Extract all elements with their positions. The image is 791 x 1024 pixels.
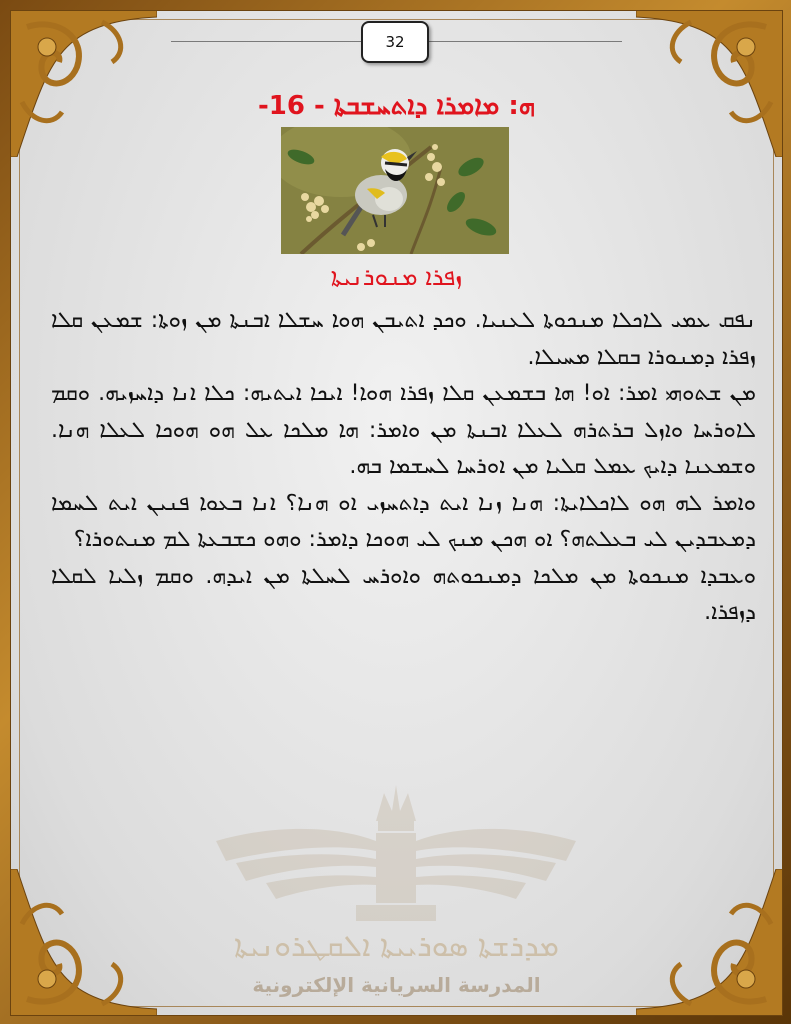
bird-photo <box>281 127 509 254</box>
corner-ornament-icon <box>636 10 783 157</box>
paragraph: ܢܦܩ ܥܡܝ ܠܐܟܠܐ ܡܢܟܘܬܐ ܠܥܢܝܐ. ܘܟܕ ܐܬܝܒܢ ܗܘܐ ܚܫܠܐ ܐܒܢܬܐ ܡܢ ܙܘܬܐ: ܫܡܥܢ ܩܠܐ ܙܦܪܐ ܕܡܢܘܪܐ ܒܩܠܐ ܡܚܝܠܐ. <box>51 308 756 370</box>
paragraph: ܘܥܒܕܐ ܡܢܟܘܬܐ ܡܢ ܡܠܟܐ ܕܡܢܟܘܬܗ ܘܐܘܪܚ ܠܚܠܬܐ ܡܢ ܐܝܕܗ. ܘܩܡ ܙܠܝܐ ܠܩܠܐ ܕܙܦܪܐ. <box>51 563 756 625</box>
corner-ornament-icon <box>636 869 783 1016</box>
school-name-arabic: المدرسة السريانية الإلكترونية <box>252 973 541 997</box>
corner-ornament-icon <box>10 10 157 157</box>
lesson-body <box>51 303 756 632</box>
lesson-title: ܗ: ܡܐܡܪܐ ܕܐܬܚܫܒܬܐ - 16- <box>257 91 536 121</box>
paragraph: ܘܐܡܪ ܠܗ ܗܘ ܠܐܟܠܐܝܬܐ: ܗܢܐ ܙܢܐ ܐܝܬ ܕܐܬܚܙܝ ܐܘ ܗܢܐ؟ ܐܢܐ ܒܥܘܐ ܦܢܝܢ ܐܝܬ ܠܚܡܐ ܕܡܥܒܕܝܢ ܠܝ ܒܥܠܬܗ؟ ܐܘ ܗܟܢ ܡܢܟ ܠܝ ܗܘܟܐ ܕܐܡܪ: ܘܗܘ ܟܫܒܥܬܐ ܠܡ ܡܢܬܘܪܐ؟ <box>51 490 756 552</box>
corner-ornament-icon <box>10 869 157 1016</box>
winged-crown-emblem-icon <box>206 781 586 941</box>
page-number: 32 <box>361 21 429 63</box>
school-name-syriac: ܡܕܪܫܬܐ ܣܘܪܝܝܬܐ ܐܠܩܛܪܘܢܝܬܐ <box>234 929 559 964</box>
paragraph: ܡܢ ܫܬܘܗܝ ܐܡܪ: ܐܘ! ܗܐ ܒܫܡܥܢ ܩܠܐ ܙܦܪܐ ܗܘܐ! ܐܝܟܐ ܐܝܬܝܗ: ܟܠܐ ܐܢܐ ܕܐܚܙܝܗ. ܘܩܡ ܠܐܘܪܚܐ ܘܐܙܠ ܒܪܬܪܗ ܠܥܠܐ ܐܒܢܬܐ ܡܢ ܘܐܡܪ: ܗܐ ܡܠܟܐ ܥܠ ܗܘ ܗܘܟܐ ܠܥܠܐ ܗܢܐ. ܘܫܡܥܢܐ ܕܐܝܟ ܥܡܠ ܩܠܝܐ ܡܢ ܐܘܪܚܐ ܠܚܫܡܐ ܒܗ. <box>51 381 756 479</box>
page <box>10 10 783 1016</box>
lesson-subtitle: ܙܦܪܐ ܡܢܘܪܢܝܬܐ <box>330 263 463 291</box>
